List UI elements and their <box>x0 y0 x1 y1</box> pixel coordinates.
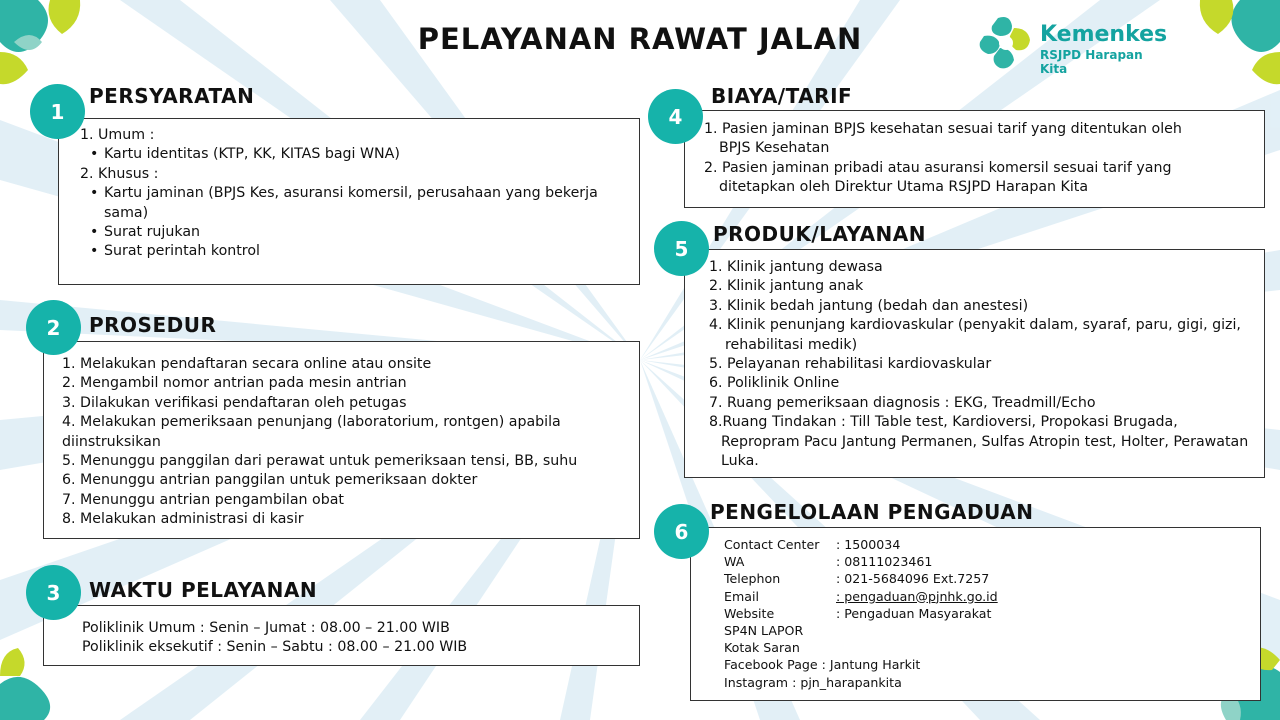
contact-row-telephon <box>724 570 998 587</box>
umum-label: 1. Umum : <box>80 127 155 143</box>
contact-key: WA <box>724 554 745 570</box>
list-item: Facebook Page : Jantung Harkit <box>724 657 921 673</box>
kemenkes-logo-icon <box>978 14 1034 72</box>
list-item: 8.Ruang Tindakan : Till Table test, Kardioversi, Propokasi Brugada, <box>709 414 1178 431</box>
list-item: • Kartu jaminan (BPJS Kes, asuransi komersil, perusahaan yang bekerja <box>80 184 598 203</box>
list-item-continuation: ditetapkan oleh Direktur Utama RSJPD Harapan Kita <box>719 179 1089 196</box>
list-item: 1. Klinik jantung dewasa <box>709 259 883 275</box>
list-item-continuation: Repropram Pacu Jantung Permanen, Sulfas Atropin test, Holter, Perawatan <box>721 433 1249 450</box>
list-item: • Surat perintah kontrol <box>80 242 598 261</box>
list-item: Poliklinik eksekutif : Senin – Sabtu : 08.00 – 21.00 WIB <box>82 639 468 656</box>
list-item-continuation: diinstruksikan <box>62 433 161 450</box>
logo-subtitle: RSJPD Harapan Kita <box>1040 48 1143 76</box>
waktu-content <box>82 619 467 658</box>
contact-value: : Pengaduan Masyarakat <box>836 605 992 621</box>
contact-value: : 021-5684096 Ext.7257 <box>836 571 990 587</box>
list-item: 1. Melakukan pendaftaran secara online atau onsite <box>62 356 432 372</box>
section-number-badge: 4 <box>648 89 703 144</box>
kemenkes-logo <box>978 14 1168 76</box>
list-item: 5. Pelayanan rehabilitasi kardiovaskular <box>709 356 992 373</box>
page-title: PELAYANAN RAWAT JALAN <box>417 22 863 56</box>
list-item: 6. Menunggu antrian panggilan untuk pemeriksaan dokter <box>62 472 478 489</box>
list-item: Kotak Saran <box>724 640 800 656</box>
list-item: 2. Pasien jaminan pribadi atau asuransi komersil sesuai tarif yang <box>704 159 1172 176</box>
contact-value: : 08111023461 <box>836 554 933 570</box>
persyaratan-content <box>80 126 598 262</box>
section-number-badge: 1 <box>30 84 85 139</box>
list-item: 2. Mengambil nomor antrian pada mesin antrian <box>62 375 407 392</box>
list-item-continuation: sama) <box>104 204 149 221</box>
biaya-content <box>704 120 1182 198</box>
list-item: 6. Poliklinik Online <box>709 375 840 392</box>
list-item: 4. Melakukan pemeriksaan penunjang (laboratorium, rontgen) apabila <box>62 414 561 431</box>
section-heading-prosedur: PROSEDUR <box>89 313 217 337</box>
contact-value: : 1500034 <box>836 537 901 552</box>
list-item-continuation: BPJS Kesehatan <box>719 140 830 157</box>
list-item: 5. Menunggu panggilan dari perawat untuk pemeriksaan tensi, BB, suhu <box>62 453 578 470</box>
contact-row-contact-center <box>724 536 998 553</box>
contact-key: Telephon <box>724 571 781 587</box>
list-item: 3. Dilakukan verifikasi pendaftaran oleh petugas <box>62 394 407 411</box>
section-heading-persyaratan: PERSYARATAN <box>89 84 255 108</box>
khusus-label: 2. Khusus : <box>80 165 159 182</box>
logo-name: Kemenkes <box>1040 22 1168 47</box>
email-link[interactable]: : pengaduan@pjnhk.go.id <box>836 588 998 604</box>
section-number-badge: 3 <box>26 565 81 620</box>
section-heading-waktu: WAKTU PELAYANAN <box>89 578 318 602</box>
contact-row-website <box>724 605 998 622</box>
prosedur-content <box>62 355 577 530</box>
section-number-badge: 6 <box>654 504 709 559</box>
contact-key: Email <box>724 588 759 604</box>
list-item-continuation: Luka. <box>721 453 759 470</box>
contact-key: Website <box>724 605 775 621</box>
contact-row-email <box>724 588 998 605</box>
section-number-badge: 5 <box>654 221 709 276</box>
section-heading-produk: PRODUK/LAYANAN <box>713 222 927 246</box>
list-item: 7. Ruang pemeriksaan diagnosis : EKG, Treadmill/Echo <box>709 394 1096 411</box>
section-number-badge: 2 <box>26 300 81 355</box>
produk-content <box>709 258 1248 471</box>
section-heading-biaya: BIAYA/TARIF <box>711 84 853 108</box>
list-item-continuation: rehabilitasi medik) <box>725 336 858 353</box>
list-item: 7. Menunggu antrian pengambilan obat <box>62 491 344 508</box>
list-item: SP4N LAPOR <box>724 623 804 639</box>
pengaduan-content <box>724 536 998 691</box>
list-item: 3. Klinik bedah jantung (bedah dan anestesi) <box>709 297 1029 314</box>
list-item: 1. Pasien jaminan BPJS kesehatan sesuai tarif yang ditentukan oleh <box>704 121 1182 137</box>
list-item: 2. Klinik jantung anak <box>709 278 864 295</box>
list-item: 4. Klinik penunjang kardiovaskular (penyakit dalam, syaraf, paru, gigi, gizi, <box>709 317 1241 334</box>
contact-row-wa <box>724 553 998 570</box>
list-item: Poliklinik Umum : Senin – Jumat : 08.00 – 21.00 WIB <box>82 620 450 636</box>
list-item: • Kartu identitas (KTP, KK, KITAS bagi WNA) <box>80 145 598 164</box>
list-item: 8. Melakukan administrasi di kasir <box>62 511 304 528</box>
contact-key: Contact Center <box>724 537 820 552</box>
section-heading-pengaduan: PENGELOLAAN PENGADUAN <box>710 500 1034 524</box>
list-item: Instagram : pjn_harapankita <box>724 674 902 690</box>
list-item: • Surat rujukan <box>80 223 598 242</box>
